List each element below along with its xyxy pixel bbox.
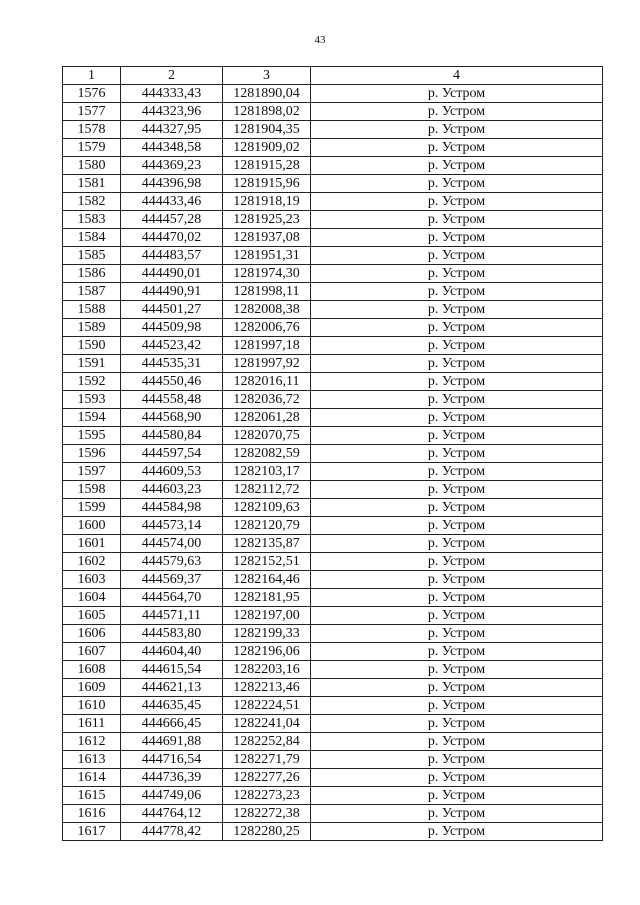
description-cell: р. Устром <box>311 121 603 139</box>
description-cell: р. Устром <box>311 733 603 751</box>
y-coordinate-cell: 1282213,46 <box>223 679 311 697</box>
description-cell: р. Устром <box>311 337 603 355</box>
point-number-cell: 1595 <box>63 427 121 445</box>
description-cell: р. Устром <box>311 571 603 589</box>
table-row <box>63 589 603 607</box>
x-coordinate-cell: 444691,88 <box>121 733 223 751</box>
table-row <box>63 571 603 589</box>
y-coordinate-cell: 1281997,92 <box>223 355 311 373</box>
description-cell: р. Устром <box>311 661 603 679</box>
y-coordinate-cell: 1282271,79 <box>223 751 311 769</box>
point-number-cell: 1604 <box>63 589 121 607</box>
x-coordinate-cell: 444348,58 <box>121 139 223 157</box>
point-number-cell: 1599 <box>63 499 121 517</box>
point-number-cell: 1590 <box>63 337 121 355</box>
x-coordinate-cell: 444609,53 <box>121 463 223 481</box>
point-number-cell: 1586 <box>63 265 121 283</box>
y-coordinate-cell: 1281890,04 <box>223 85 311 103</box>
table-row <box>63 301 603 319</box>
x-coordinate-cell: 444604,40 <box>121 643 223 661</box>
y-coordinate-cell: 1282272,38 <box>223 805 311 823</box>
description-cell: р. Устром <box>311 157 603 175</box>
x-coordinate-cell: 444564,70 <box>121 589 223 607</box>
x-coordinate-cell: 444490,91 <box>121 283 223 301</box>
table-row <box>63 607 603 625</box>
point-number-cell: 1581 <box>63 175 121 193</box>
x-coordinate-cell: 444323,96 <box>121 103 223 121</box>
description-cell: р. Устром <box>311 517 603 535</box>
description-cell: р. Устром <box>311 193 603 211</box>
description-cell: р. Устром <box>311 697 603 715</box>
y-coordinate-cell: 1281904,35 <box>223 121 311 139</box>
table-row <box>63 499 603 517</box>
description-cell: р. Устром <box>311 589 603 607</box>
x-coordinate-cell: 444509,98 <box>121 319 223 337</box>
table-body <box>63 85 603 841</box>
table-row <box>63 121 603 139</box>
x-coordinate-cell: 444550,46 <box>121 373 223 391</box>
table-row <box>63 391 603 409</box>
table-row <box>63 103 603 121</box>
x-coordinate-cell: 444736,39 <box>121 769 223 787</box>
y-coordinate-cell: 1282135,87 <box>223 535 311 553</box>
point-number-cell: 1594 <box>63 409 121 427</box>
column-header-3: 3 <box>223 67 311 85</box>
description-cell: р. Устром <box>311 373 603 391</box>
y-coordinate-cell: 1282199,33 <box>223 625 311 643</box>
y-coordinate-cell: 1281937,08 <box>223 229 311 247</box>
point-number-cell: 1588 <box>63 301 121 319</box>
x-coordinate-cell: 444333,43 <box>121 85 223 103</box>
y-coordinate-cell: 1282070,75 <box>223 427 311 445</box>
x-coordinate-cell: 444470,02 <box>121 229 223 247</box>
description-cell: р. Устром <box>311 319 603 337</box>
point-number-cell: 1614 <box>63 769 121 787</box>
y-coordinate-cell: 1282036,72 <box>223 391 311 409</box>
description-cell: р. Устром <box>311 355 603 373</box>
point-number-cell: 1612 <box>63 733 121 751</box>
table-row <box>63 679 603 697</box>
table-row <box>63 553 603 571</box>
x-coordinate-cell: 444574,00 <box>121 535 223 553</box>
point-number-cell: 1597 <box>63 463 121 481</box>
table-row <box>63 193 603 211</box>
description-cell: р. Устром <box>311 535 603 553</box>
description-cell: р. Устром <box>311 607 603 625</box>
table-row <box>63 697 603 715</box>
table-row <box>63 337 603 355</box>
y-coordinate-cell: 1281925,23 <box>223 211 311 229</box>
point-number-cell: 1616 <box>63 805 121 823</box>
point-number-cell: 1608 <box>63 661 121 679</box>
x-coordinate-cell: 444778,42 <box>121 823 223 841</box>
table-row <box>63 355 603 373</box>
point-number-cell: 1607 <box>63 643 121 661</box>
point-number-cell: 1584 <box>63 229 121 247</box>
description-cell: р. Устром <box>311 445 603 463</box>
description-cell: р. Устром <box>311 463 603 481</box>
y-coordinate-cell: 1281909,02 <box>223 139 311 157</box>
point-number-cell: 1580 <box>63 157 121 175</box>
point-number-cell: 1582 <box>63 193 121 211</box>
point-number-cell: 1596 <box>63 445 121 463</box>
description-cell: р. Устром <box>311 229 603 247</box>
y-coordinate-cell: 1281915,28 <box>223 157 311 175</box>
x-coordinate-cell: 444621,13 <box>121 679 223 697</box>
page-number: 43 <box>314 34 326 46</box>
description-cell: р. Устром <box>311 247 603 265</box>
table-row <box>63 445 603 463</box>
y-coordinate-cell: 1282103,17 <box>223 463 311 481</box>
table-row <box>63 265 603 283</box>
point-number-cell: 1576 <box>63 85 121 103</box>
x-coordinate-cell: 444558,48 <box>121 391 223 409</box>
y-coordinate-cell: 1282181,95 <box>223 589 311 607</box>
table-row <box>63 661 603 679</box>
table-row <box>63 823 603 841</box>
x-coordinate-cell: 444369,23 <box>121 157 223 175</box>
y-coordinate-cell: 1282152,51 <box>223 553 311 571</box>
x-coordinate-cell: 444535,31 <box>121 355 223 373</box>
y-coordinate-cell: 1281998,11 <box>223 283 311 301</box>
point-number-cell: 1577 <box>63 103 121 121</box>
point-number-cell: 1591 <box>63 355 121 373</box>
table-row <box>63 715 603 733</box>
point-number-cell: 1592 <box>63 373 121 391</box>
point-number-cell: 1603 <box>63 571 121 589</box>
x-coordinate-cell: 444573,14 <box>121 517 223 535</box>
description-cell: р. Устром <box>311 751 603 769</box>
point-number-cell: 1598 <box>63 481 121 499</box>
description-cell: р. Устром <box>311 553 603 571</box>
table-row <box>63 211 603 229</box>
description-cell: р. Устром <box>311 391 603 409</box>
point-number-cell: 1605 <box>63 607 121 625</box>
table-row <box>63 139 603 157</box>
table-row <box>63 751 603 769</box>
table-row <box>63 517 603 535</box>
y-coordinate-cell: 1282164,46 <box>223 571 311 589</box>
y-coordinate-cell: 1281974,30 <box>223 265 311 283</box>
description-cell: р. Устром <box>311 679 603 697</box>
table-row <box>63 535 603 553</box>
y-coordinate-cell: 1282241,04 <box>223 715 311 733</box>
description-cell: р. Устром <box>311 85 603 103</box>
point-number-cell: 1593 <box>63 391 121 409</box>
table-row <box>63 787 603 805</box>
y-coordinate-cell: 1282006,76 <box>223 319 311 337</box>
table-row <box>63 643 603 661</box>
x-coordinate-cell: 444396,98 <box>121 175 223 193</box>
y-coordinate-cell: 1282109,63 <box>223 499 311 517</box>
point-number-cell: 1606 <box>63 625 121 643</box>
table-row <box>63 283 603 301</box>
table-row <box>63 625 603 643</box>
y-coordinate-cell: 1282277,26 <box>223 769 311 787</box>
description-cell: р. Устром <box>311 643 603 661</box>
y-coordinate-cell: 1281951,31 <box>223 247 311 265</box>
column-header-4: 4 <box>311 67 603 85</box>
y-coordinate-cell: 1282016,11 <box>223 373 311 391</box>
point-number-cell: 1609 <box>63 679 121 697</box>
x-coordinate-cell: 444579,63 <box>121 553 223 571</box>
y-coordinate-cell: 1282196,06 <box>223 643 311 661</box>
description-cell: р. Устром <box>311 175 603 193</box>
x-coordinate-cell: 444716,54 <box>121 751 223 769</box>
y-coordinate-cell: 1281898,02 <box>223 103 311 121</box>
x-coordinate-cell: 444666,45 <box>121 715 223 733</box>
x-coordinate-cell: 444615,54 <box>121 661 223 679</box>
table-row <box>63 319 603 337</box>
y-coordinate-cell: 1282252,84 <box>223 733 311 751</box>
column-header-2: 2 <box>121 67 223 85</box>
y-coordinate-cell: 1282203,16 <box>223 661 311 679</box>
table-row <box>63 175 603 193</box>
description-cell: р. Устром <box>311 823 603 841</box>
x-coordinate-cell: 444764,12 <box>121 805 223 823</box>
x-coordinate-cell: 444483,57 <box>121 247 223 265</box>
description-cell: р. Устром <box>311 409 603 427</box>
coordinates-table <box>62 66 603 841</box>
point-number-cell: 1615 <box>63 787 121 805</box>
x-coordinate-cell: 444583,80 <box>121 625 223 643</box>
table-row <box>63 229 603 247</box>
x-coordinate-cell: 444457,28 <box>121 211 223 229</box>
description-cell: р. Устром <box>311 283 603 301</box>
description-cell: р. Устром <box>311 103 603 121</box>
point-number-cell: 1600 <box>63 517 121 535</box>
table-row <box>63 733 603 751</box>
table-row <box>63 85 603 103</box>
point-number-cell: 1602 <box>63 553 121 571</box>
description-cell: р. Устром <box>311 787 603 805</box>
table-row <box>63 373 603 391</box>
y-coordinate-cell: 1281918,19 <box>223 193 311 211</box>
y-coordinate-cell: 1282061,28 <box>223 409 311 427</box>
table-row <box>63 409 603 427</box>
point-number-cell: 1617 <box>63 823 121 841</box>
x-coordinate-cell: 444635,45 <box>121 697 223 715</box>
description-cell: р. Устром <box>311 499 603 517</box>
y-coordinate-cell: 1282008,38 <box>223 301 311 319</box>
point-number-cell: 1587 <box>63 283 121 301</box>
point-number-cell: 1611 <box>63 715 121 733</box>
x-coordinate-cell: 444327,95 <box>121 121 223 139</box>
point-number-cell: 1613 <box>63 751 121 769</box>
x-coordinate-cell: 444490,01 <box>121 265 223 283</box>
table-header-row <box>63 67 603 85</box>
y-coordinate-cell: 1282280,25 <box>223 823 311 841</box>
table-row <box>63 427 603 445</box>
description-cell: р. Устром <box>311 427 603 445</box>
description-cell: р. Устром <box>311 769 603 787</box>
table-row <box>63 463 603 481</box>
y-coordinate-cell: 1282197,00 <box>223 607 311 625</box>
x-coordinate-cell: 444501,27 <box>121 301 223 319</box>
point-number-cell: 1583 <box>63 211 121 229</box>
x-coordinate-cell: 444580,84 <box>121 427 223 445</box>
table-row <box>63 481 603 499</box>
y-coordinate-cell: 1282120,79 <box>223 517 311 535</box>
column-header-1: 1 <box>63 67 121 85</box>
x-coordinate-cell: 444569,37 <box>121 571 223 589</box>
point-number-cell: 1579 <box>63 139 121 157</box>
x-coordinate-cell: 444568,90 <box>121 409 223 427</box>
x-coordinate-cell: 444603,23 <box>121 481 223 499</box>
y-coordinate-cell: 1282273,23 <box>223 787 311 805</box>
description-cell: р. Устром <box>311 301 603 319</box>
x-coordinate-cell: 444523,42 <box>121 337 223 355</box>
description-cell: р. Устром <box>311 715 603 733</box>
point-number-cell: 1601 <box>63 535 121 553</box>
description-cell: р. Устром <box>311 211 603 229</box>
table-row <box>63 157 603 175</box>
y-coordinate-cell: 1281915,96 <box>223 175 311 193</box>
y-coordinate-cell: 1281997,18 <box>223 337 311 355</box>
x-coordinate-cell: 444584,98 <box>121 499 223 517</box>
point-number-cell: 1585 <box>63 247 121 265</box>
table-row <box>63 769 603 787</box>
x-coordinate-cell: 444749,06 <box>121 787 223 805</box>
point-number-cell: 1610 <box>63 697 121 715</box>
description-cell: р. Устром <box>311 139 603 157</box>
description-cell: р. Устром <box>311 481 603 499</box>
point-number-cell: 1589 <box>63 319 121 337</box>
y-coordinate-cell: 1282112,72 <box>223 481 311 499</box>
description-cell: р. Устром <box>311 625 603 643</box>
description-cell: р. Устром <box>311 805 603 823</box>
y-coordinate-cell: 1282082,59 <box>223 445 311 463</box>
table-row <box>63 805 603 823</box>
point-number-cell: 1578 <box>63 121 121 139</box>
x-coordinate-cell: 444571,11 <box>121 607 223 625</box>
description-cell: р. Устром <box>311 265 603 283</box>
table-row <box>63 247 603 265</box>
y-coordinate-cell: 1282224,51 <box>223 697 311 715</box>
x-coordinate-cell: 444597,54 <box>121 445 223 463</box>
x-coordinate-cell: 444433,46 <box>121 193 223 211</box>
